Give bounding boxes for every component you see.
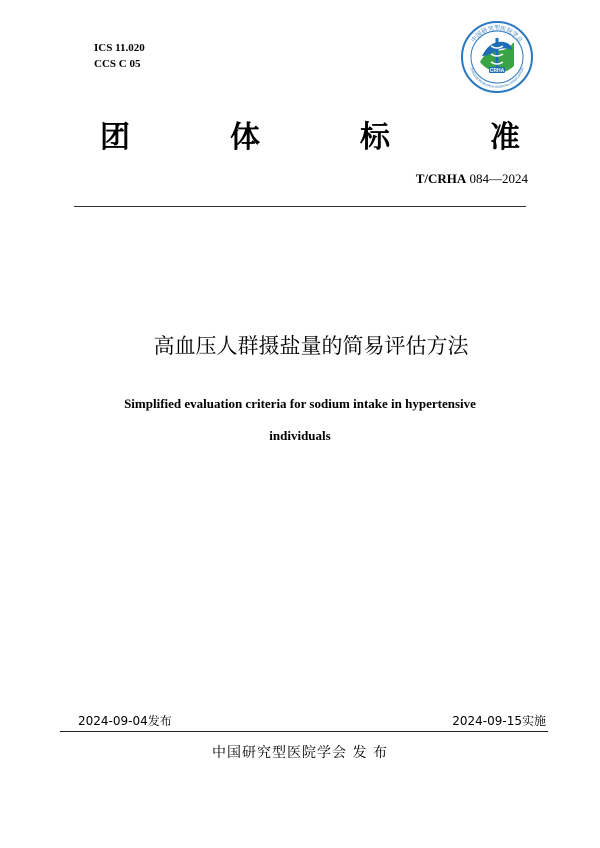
document-type-char: 体 [230, 120, 260, 155]
svg-text:CHINESE RESEARCH HOSPITAL ASSO: CHINESE RESEARCH HOSPITAL ASSOCIATION [469, 66, 525, 90]
association-seal-icon [460, 20, 534, 94]
document-title-chinese-text: 高血压人群摄盐量的简易评估方法 [153, 334, 469, 358]
standard-number-prefix: T/CRHA [415, 171, 467, 186]
document-title-english-line2: individuals [269, 428, 331, 443]
publish-date: 2024-09-04发布 [78, 714, 172, 728]
classification-codes [94, 40, 145, 72]
svg-text:中国研究型医院学会: 中国研究型医院学会 [470, 25, 524, 44]
document-title-english-line1: Simplified evaluation criteria for sodium intake in hypertensive [124, 396, 476, 411]
document-type-char: 标 [360, 120, 390, 155]
issuing-organization: 中国研究型医院学会 发 布 [212, 745, 388, 761]
document-type-char: 团 [100, 120, 130, 155]
top-divider [74, 206, 526, 207]
document-type-heading [100, 112, 520, 156]
document-title-chinese [0, 330, 600, 360]
implementation-date: 2024-09-15实施 [452, 714, 546, 728]
ics-code: ICS 11.020 [94, 42, 145, 54]
standard-number-value: 084—2024 [469, 171, 528, 186]
document-type-char: 准 [490, 120, 520, 155]
standard-number [416, 171, 528, 187]
ccs-code: CCS C 05 [94, 58, 141, 70]
bottom-divider [60, 731, 548, 732]
svg-text:CRHA: CRHA [489, 68, 505, 74]
